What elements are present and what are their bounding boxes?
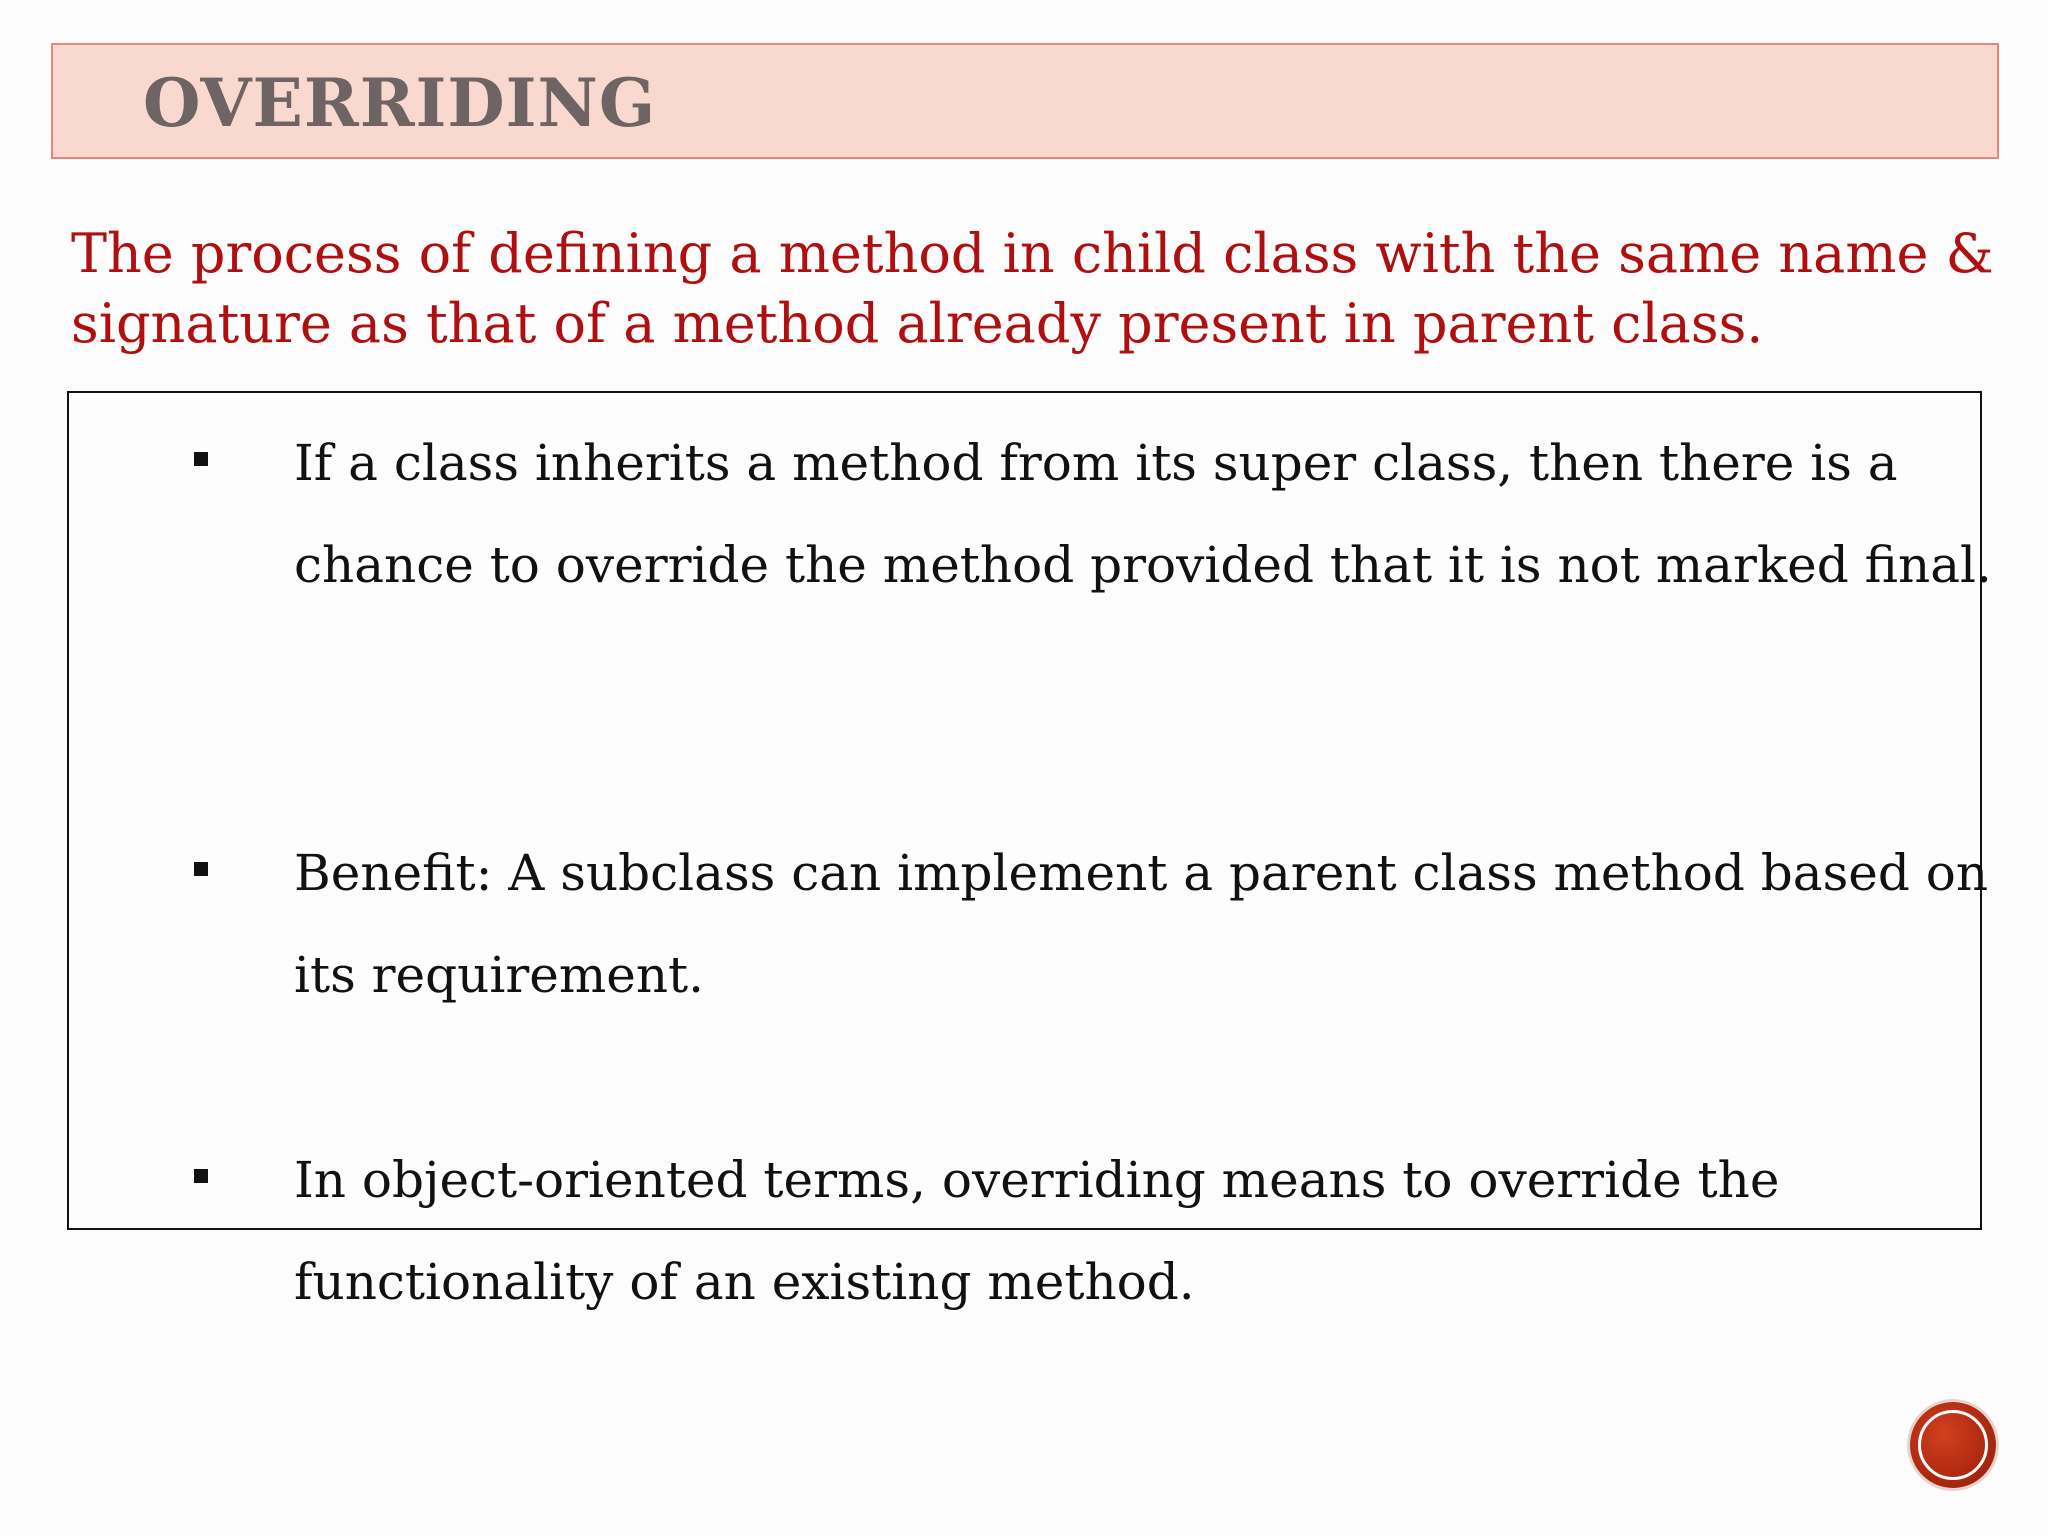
bullet-text-1: If a class inherits a method from its super class, then there is a chance to override the method provided that it is not marked final. bbox=[294, 434, 1992, 594]
slide-title: OVERRIDING bbox=[143, 64, 657, 142]
definition-text: The process of defining a method in child class with the same name & signature as that of a method already present in parent class. bbox=[71, 222, 1994, 355]
nav-button-ring bbox=[1918, 1410, 1988, 1480]
circle-nav-icon[interactable] bbox=[1910, 1402, 1996, 1488]
square-bullet-icon bbox=[194, 452, 208, 466]
bullet-text-2: Benefit: A subclass can implement a parent class method based on its requirement. bbox=[294, 844, 1989, 1004]
square-bullet-icon bbox=[194, 862, 208, 876]
bullet-text-3: In object-oriented terms, overriding means to override the functionality of an existing method. bbox=[294, 1151, 1780, 1311]
square-bullet-icon bbox=[194, 1169, 208, 1183]
